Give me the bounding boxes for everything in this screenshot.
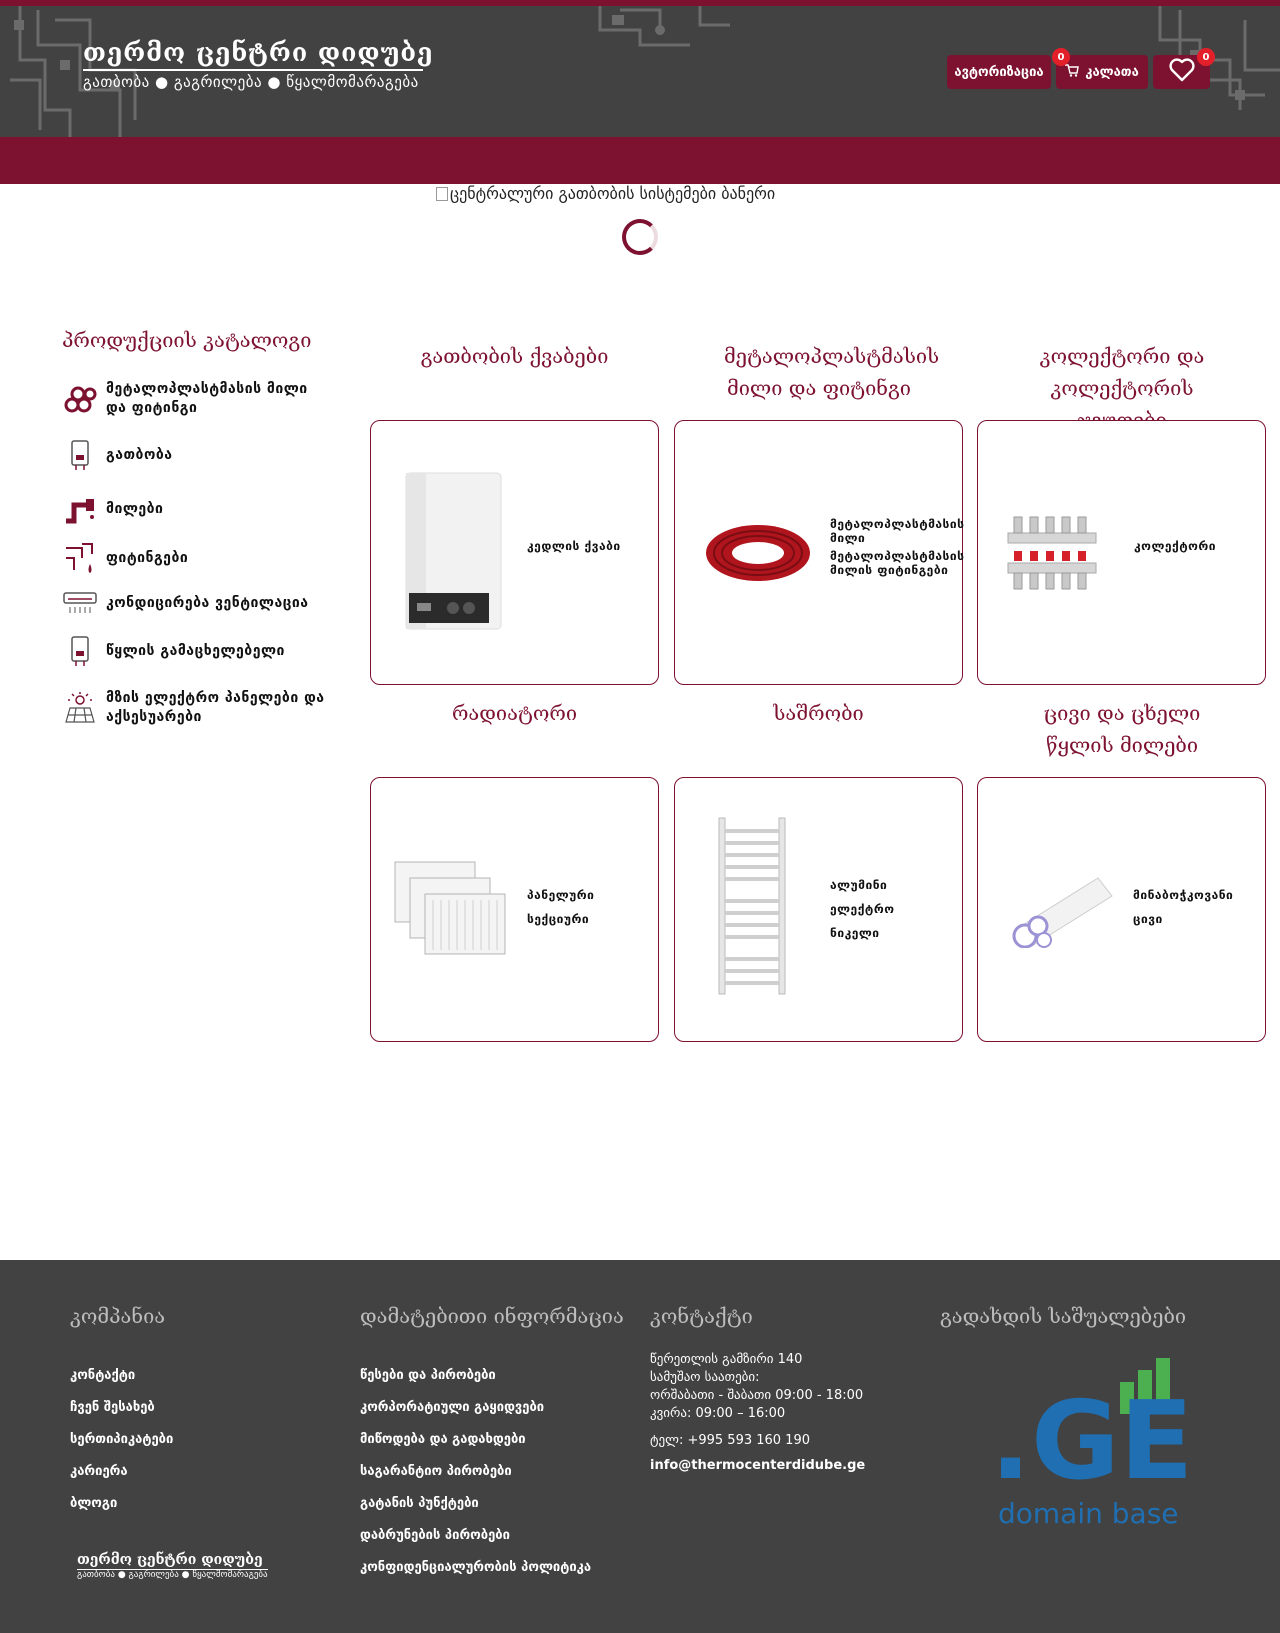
sidebar-item-label: გათბობა [106,446,173,463]
sidebar-item-solar[interactable] [62,689,331,727]
footer-hours-week: ორშაბათი - შაბათი 09:00 - 18:00 [650,1388,864,1403]
footer-link-contact[interactable]: კონტაქტი [70,1368,136,1383]
footer-link-warranty[interactable]: საგარანტიო პირობები [360,1464,512,1479]
loading-spinner-icon [622,219,658,255]
footer-link-pickup[interactable]: გატანის პუნქტები [360,1496,479,1511]
login-button[interactable] [947,55,1051,89]
boiler-icon [62,437,98,473]
category-link[interactable]: ალუმინი ელექტრო ნიკელი [830,878,895,940]
banner-image [436,184,775,203]
sidebar-item-water-heater[interactable] [62,633,285,669]
footer-logo[interactable] [77,1552,268,1580]
wall-boiler-image [401,471,506,635]
login-label: ავტორიზაცია [954,64,1044,80]
footer-link-privacy[interactable]: კონფიდენციალურობის პოლიტიკა [360,1560,592,1575]
category-title[interactable]: ცივი და ცხელი წყლის მილები [1043,701,1201,757]
ge-logo-text: .GE [990,1379,1194,1504]
footer-payment-title: გადახდის საშუალებები [940,1304,1187,1328]
footer-hours-sunday: კვირა: 09:00 – 16:00 [650,1406,786,1421]
nav-bar [0,137,1280,184]
category-card-boilers[interactable] [370,420,659,685]
category-link[interactable]: პანელური სექციური [527,888,595,926]
sidebar-item-label: მილები [106,500,164,517]
category-link[interactable]: მინაბოჭკოვანი ცივი [1133,888,1234,926]
radiator-image [393,860,508,964]
faucet-pipe-icon [62,491,98,527]
category-link[interactable]: მეტალოპლასტმასის მილი [830,517,965,545]
site-footer [0,1260,1280,1633]
sidebar-item-fittings[interactable] [62,540,188,576]
footer-info-title: დამატებითი ინფორმაცია [360,1304,624,1328]
category-title[interactable]: გათბობის ქვაბები [420,344,609,368]
category-link[interactable]: კედლის ქვაბი [527,539,621,553]
towel-dryer-image [717,816,787,1000]
pipe-coil-icon [62,381,98,417]
sidebar-item-label: მზის ელექტრო პანელები და აქსესუარები [106,690,325,725]
category-title[interactable]: მეტალოპლასტმასის მილი და ფიტინგი [724,344,940,400]
category-link[interactable]: მეტალოპლასტმასის მილის ფიტინგები [830,549,965,577]
footer-link-blog[interactable]: ბლოგი [70,1496,118,1511]
collector-image [1006,511,1098,599]
category-card-water-pipes[interactable] [977,777,1266,1042]
wishlist-count-badge: 0 [1197,48,1215,66]
footer-hours-label: სამუშაო საათები: [650,1370,760,1385]
sidebar-item-label: ფიტინგები [106,549,189,566]
sidebar-item-heating[interactable] [62,437,173,473]
category-link[interactable]: კოლექტორი [1134,539,1217,553]
ge-logo-subtext: domain base [998,1497,1179,1530]
category-card-collectors[interactable] [977,420,1266,685]
heart-icon [1169,58,1195,86]
footer-link-terms[interactable]: წესები და პირობები [360,1368,496,1383]
fitting-icon [62,540,98,576]
footer-link-certificates[interactable]: სერთიპიკატები [70,1432,174,1447]
cart-count-badge: 0 [1052,48,1070,66]
category-card-radiators[interactable] [370,777,659,1042]
broken-image-icon [436,187,448,201]
logo-subtitle: გათბობა ● გაგრილება ● წყალმომარაგება [83,73,419,91]
logo-title: თერმო ცენტრი დიდუბე [83,38,423,71]
site-logo[interactable] [83,38,434,91]
sidebar-item-label: მეტალოპლასტმასის მილი და ფიტინგი [106,381,308,416]
sidebar-item-metal-plastic[interactable] [62,380,331,418]
air-conditioner-icon [62,585,98,621]
sidebar-item-pipes[interactable] [62,491,163,527]
category-title[interactable]: საშრობი [773,701,864,725]
footer-link-about[interactable]: ჩვენ შესახებ [70,1400,155,1415]
category-title[interactable]: კოლექტორი და კოლექტორის [1039,344,1205,400]
footer-link-career[interactable]: კარიერა [70,1464,128,1479]
footer-contact-title: კონტაქტი [650,1304,753,1328]
footer-link-corporate[interactable]: კორპორატიული გაყიდვები [360,1400,545,1415]
solar-panel-icon [62,690,98,726]
sidebar-item-label: კონდიცირება ვენტილაცია [106,594,309,611]
category-title[interactable]: რადიატორი [451,701,578,725]
sidebar-title: პროდუქციის კატალოგი [62,328,312,352]
footer-address: წერეთლის გამზირი 140 [650,1352,803,1367]
top-accent-strip [0,0,1280,6]
footer-phone[interactable]: ტელ: +995 593 160 190 [650,1433,810,1448]
ge-domain-logo[interactable] [990,1340,1210,1540]
footer-company-title: კომპანია [70,1304,166,1328]
cart-label: კალათა [1085,64,1139,80]
category-card-dryers[interactable] [674,777,963,1042]
banner-alt-text: ცენტრალური გათბობის სისტემები ბანერი [450,184,776,203]
sidebar-item-label: წყლის გამაცხელებელი [106,642,285,659]
water-heater-icon [62,633,98,669]
cart-button[interactable] [1056,55,1148,89]
footer-logo-subtitle: გათბობა ● გაგრილება ● წყალმომარაგება [77,1570,268,1580]
footer-logo-title: თერმო ცენტრი დიდუბე [77,1552,263,1568]
footer-email[interactable]: info@thermocenterdidube.ge [650,1458,866,1473]
pipe-coil-image [703,521,813,589]
footer-link-delivery[interactable]: მიწოდება და გადახდები [360,1432,526,1447]
pp-pipes-image [1008,868,1113,952]
sidebar-item-air-conditioning[interactable] [62,585,309,621]
cart-icon [1065,64,1079,81]
category-card-metal-plastic[interactable] [674,420,963,685]
footer-link-returns[interactable]: დაბრუნების პირობები [360,1528,510,1543]
